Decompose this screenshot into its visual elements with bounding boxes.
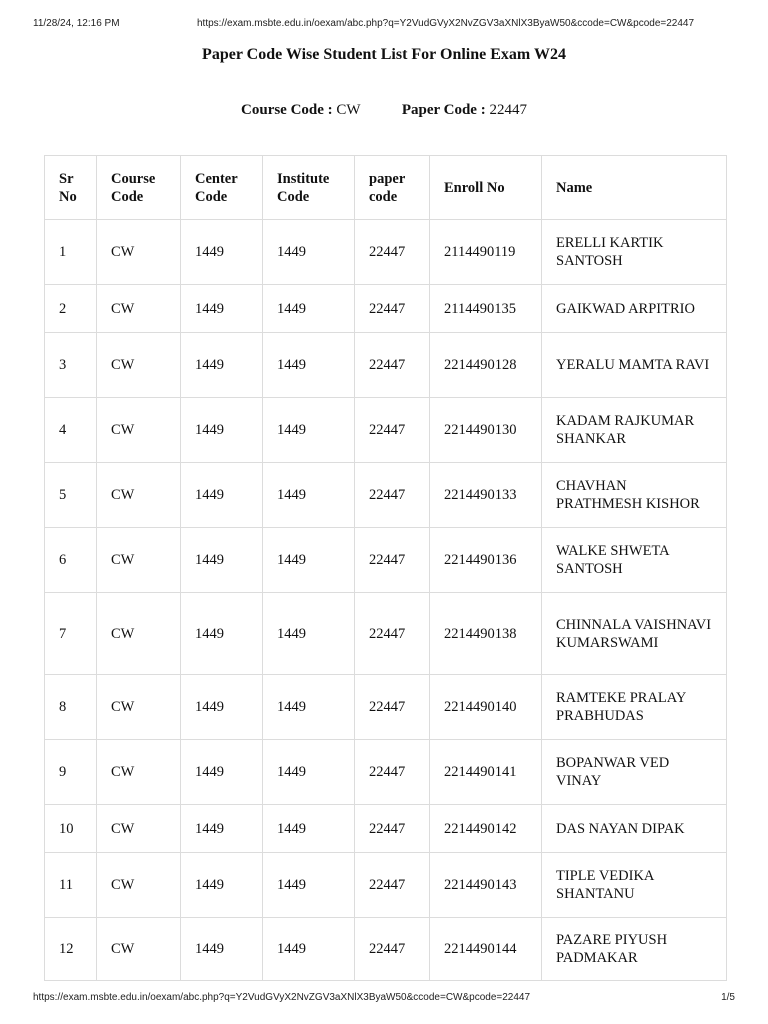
course-code-cell: CW — [97, 918, 181, 981]
center-code-cell: 1449 — [181, 463, 263, 528]
institute-code-cell: 1449 — [263, 398, 355, 463]
footer-url: https://exam.msbte.edu.in/oexam/abc.php?q=Y2VudGVyX2NvZGV3aXNlX3ByaW50&ccode=CW&pcode=22447 — [33, 992, 531, 1003]
table-row — [45, 805, 727, 853]
paper-code-cell: 22447 — [355, 285, 430, 333]
column-header-name: Name — [542, 156, 727, 220]
table-row — [45, 463, 727, 528]
column-header-center-code: Center Code — [181, 156, 263, 220]
course-code-cell: CW — [97, 853, 181, 918]
center-code-cell: 1449 — [181, 805, 263, 853]
enroll-no-cell: 2214490128 — [430, 333, 542, 398]
sr-no-cell: 7 — [45, 593, 97, 675]
table-row — [45, 853, 727, 918]
institute-code-cell: 1449 — [263, 805, 355, 853]
column-header-sr-no: Sr No — [45, 156, 97, 220]
enroll-no-cell: 2114490119 — [430, 220, 542, 285]
center-code-cell: 1449 — [181, 528, 263, 593]
enroll-no-cell: 2214490136 — [430, 528, 542, 593]
name-cell: CHINNALA VAISHNAVI KUMARSWAMI — [542, 593, 727, 675]
table-row — [45, 593, 727, 675]
name-cell: RAMTEKE PRALAY PRABHUDAS — [542, 675, 727, 740]
enroll-no-cell: 2114490135 — [430, 285, 542, 333]
name-cell: CHAVHAN PRATHMESH KISHOR — [542, 463, 727, 528]
table-row — [45, 918, 727, 981]
page-title: Paper Code Wise Student List For Online Exam W24 — [202, 46, 566, 63]
enroll-no-cell: 2214490142 — [430, 805, 542, 853]
enroll-no-cell: 2214490144 — [430, 918, 542, 981]
course-code-cell: CW — [97, 805, 181, 853]
center-code-cell: 1449 — [181, 285, 263, 333]
print-datetime: 11/28/24, 12:16 PM — [33, 18, 120, 29]
name-cell: GAIKWAD ARPITRIO — [542, 285, 727, 333]
name-cell: BOPANWAR VED VINAY — [542, 740, 727, 805]
institute-code-cell: 1449 — [263, 220, 355, 285]
enroll-no-cell: 2214490138 — [430, 593, 542, 675]
enroll-no-cell: 2214490143 — [430, 853, 542, 918]
center-code-cell: 1449 — [181, 398, 263, 463]
sr-no-cell: 1 — [45, 220, 97, 285]
institute-code-cell: 1449 — [263, 285, 355, 333]
sr-no-cell: 4 — [45, 398, 97, 463]
header-url: https://exam.msbte.edu.in/oexam/abc.php?q=Y2VudGVyX2NvZGV3aXNlX3ByaW50&ccode=CW&pcode=22447 — [197, 18, 695, 29]
institute-code-cell: 1449 — [263, 675, 355, 740]
course-code-cell: CW — [97, 285, 181, 333]
student-table — [44, 155, 727, 981]
table-row — [45, 285, 727, 333]
sr-no-cell: 9 — [45, 740, 97, 805]
paper-code-cell: 22447 — [355, 528, 430, 593]
institute-code-cell: 1449 — [263, 918, 355, 981]
table-row — [45, 675, 727, 740]
page-number: 1/5 — [721, 992, 735, 1003]
sr-no-cell: 5 — [45, 463, 97, 528]
center-code-cell: 1449 — [181, 220, 263, 285]
column-header-paper-code: paper code — [355, 156, 430, 220]
paper-code-cell: 22447 — [355, 333, 430, 398]
course-code-cell: CW — [97, 220, 181, 285]
table-row — [45, 398, 727, 463]
column-header-institute-code: Institute Code — [263, 156, 355, 220]
paper-code-cell: 22447 — [355, 805, 430, 853]
paper-code-cell: 22447 — [355, 463, 430, 528]
name-cell: ERELLI KARTIK SANTOSH — [542, 220, 727, 285]
name-cell: YERALU MAMTA RAVI — [542, 333, 727, 398]
course-code-cell: CW — [97, 593, 181, 675]
center-code-cell: 1449 — [181, 918, 263, 981]
paper-code-value: 22447 — [489, 102, 527, 118]
paper-code-label: Paper Code : — [401, 102, 486, 118]
sr-no-cell: 8 — [45, 675, 97, 740]
institute-code-cell: 1449 — [263, 463, 355, 528]
paper-code-cell: 22447 — [355, 740, 430, 805]
paper-code-cell: 22447 — [355, 398, 430, 463]
course-code-cell: CW — [97, 675, 181, 740]
enroll-no-cell: 2214490140 — [430, 675, 542, 740]
table-header-row — [45, 156, 727, 220]
table-row — [45, 740, 727, 805]
table-row — [45, 333, 727, 398]
code-summary — [0, 102, 768, 119]
sr-no-cell: 10 — [45, 805, 97, 853]
name-cell: TIPLE VEDIKA SHANTANU — [542, 853, 727, 918]
institute-code-cell: 1449 — [263, 853, 355, 918]
paper-code-cell: 22447 — [355, 220, 430, 285]
sr-no-cell: 11 — [45, 853, 97, 918]
course-code-cell: CW — [97, 463, 181, 528]
column-header-enroll-no: Enroll No — [430, 156, 542, 220]
name-cell: WALKE SHWETA SANTOSH — [542, 528, 727, 593]
course-code-cell: CW — [97, 740, 181, 805]
enroll-no-cell: 2214490130 — [430, 398, 542, 463]
table-row — [45, 220, 727, 285]
sr-no-cell: 2 — [45, 285, 97, 333]
course-code-value: CW — [336, 102, 361, 118]
center-code-cell: 1449 — [181, 333, 263, 398]
course-code-label: Course Code : — [241, 102, 333, 118]
institute-code-cell: 1449 — [263, 593, 355, 675]
center-code-cell: 1449 — [181, 593, 263, 675]
institute-code-cell: 1449 — [263, 528, 355, 593]
sr-no-cell: 6 — [45, 528, 97, 593]
course-code-cell: CW — [97, 398, 181, 463]
paper-code-cell: 22447 — [355, 593, 430, 675]
institute-code-cell: 1449 — [263, 333, 355, 398]
column-header-course-code: Course Code — [97, 156, 181, 220]
center-code-cell: 1449 — [181, 740, 263, 805]
center-code-cell: 1449 — [181, 675, 263, 740]
center-code-cell: 1449 — [181, 853, 263, 918]
name-cell: PAZARE PIYUSH PADMAKAR — [542, 918, 727, 981]
course-code-cell: CW — [97, 528, 181, 593]
course-code-cell: CW — [97, 333, 181, 398]
sr-no-cell: 3 — [45, 333, 97, 398]
enroll-no-cell: 2214490141 — [430, 740, 542, 805]
name-cell: KADAM RAJKUMAR SHANKAR — [542, 398, 727, 463]
table-row — [45, 528, 727, 593]
sr-no-cell: 12 — [45, 918, 97, 981]
paper-code-cell: 22447 — [355, 675, 430, 740]
institute-code-cell: 1449 — [263, 740, 355, 805]
paper-code-cell: 22447 — [355, 918, 430, 981]
name-cell: DAS NAYAN DIPAK — [542, 805, 727, 853]
paper-code-cell: 22447 — [355, 853, 430, 918]
enroll-no-cell: 2214490133 — [430, 463, 542, 528]
